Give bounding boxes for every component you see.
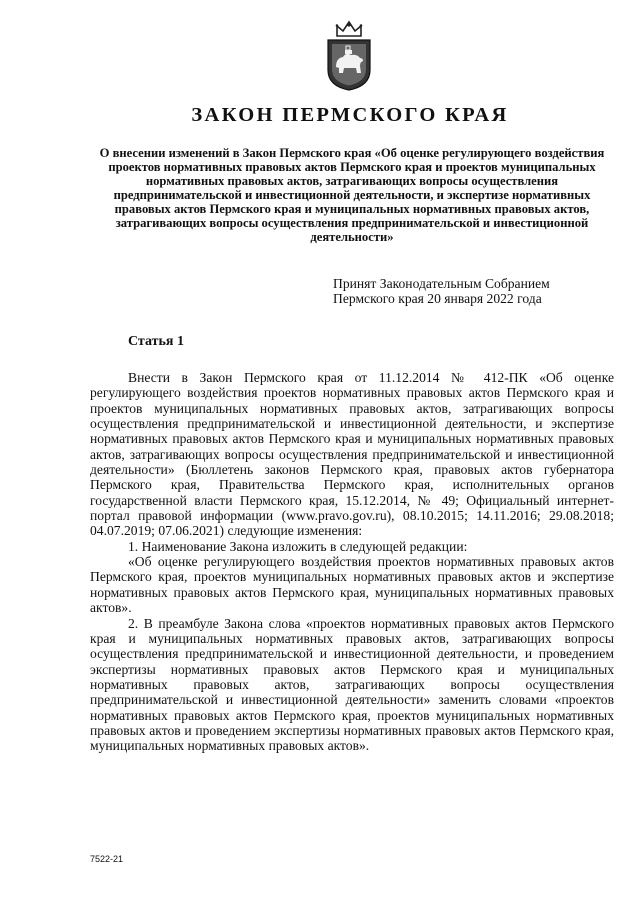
adoption-line-1: Принят Законодательным Собранием — [333, 276, 550, 291]
adoption-note — [333, 277, 550, 306]
paragraph: 1. Наименование Закона изложить в следующей редакции: — [128, 538, 468, 554]
law-subject-heading: О внесении изменений в Закон Пермского края «Об оценке регулирующего воздействия проектов нормативных правовых актов Пермского края и проектов муниципальных нормативных правовых актов, затрагивающих вопросы осуществления предпринимательской и инвестиционной деятельности, и экспертизе нормативных правовых актов Пермского края и муниципальных нормативных правовых актов, затрагивающих вопросы осуществления предпринимательской и инвестиционной деятельности» — [99, 146, 605, 244]
law-title: ЗАКОН ПЕРМСКОГО КРАЯ — [191, 104, 509, 126]
adoption-line-2: Пермского края 20 января 2022 года — [333, 290, 542, 306]
coat-of-arms-emblem — [324, 20, 374, 92]
document-code: 7522-21 — [90, 854, 124, 864]
paragraph: «Об оценке регулирующего воздействия проектов нормативных правовых актов Пермского края, проектов муниципальных нормативных правовых актов и экспертизе нормативных правовых актов Пермского края, муниципальных нормативных правовых актов». — [90, 554, 614, 616]
article-title: Статья 1 — [128, 334, 184, 349]
paragraph: Внести в Закон Пермского края от 11.12.2014 № 412-ПК «Об оценке регулирующего воздействия проектов нормативных правовых актов Пермского края и проектов муниципальных нормативных правовых актов, затрагивающих вопросы осуществления предпринимательской и инвестиционной деятельности, и экспертизе нормативных правовых актов Пермского края и муниципальных нормативных правовых актов, затрагивающих вопросы осуществления предпринимательской и инвестиционной деятельности» (Бюллетень законов Пермского края, правовых актов губернатора Пермского края, Правительства Пермского края, исполнительных органов государственной власти Пермского края, 15.12.2014, № 49; Официальный интернет-портал правовой информации (www.pravo.gov.ru), 08.10.2015; 14.11.2016; 29.08.2018; 04.07.2019; 07.06.2021) следующие изменения: — [90, 370, 614, 539]
paragraph: 2. В преамбуле Закона слова «проектов нормативных правовых актов Пермского края и муниципальных нормативных правовых актов, затрагивающих вопросы осуществления предпринимательской и инвестиционной деятельности, и проведением экспертизы нормативных правовых актов Пермского края и муниципальных нормативных правовых актов, затрагивающих вопросы осуществления предпринимательской и инвестиционной деятельности» заменить словами «проектов нормативных правовых актов Пермского края, проектов муниципальных нормативных правовых актов и проведением экспертизы нормативных правовых актов Пермского края, муниципальных нормативных правовых актов». — [90, 615, 614, 754]
article-body — [90, 370, 614, 754]
